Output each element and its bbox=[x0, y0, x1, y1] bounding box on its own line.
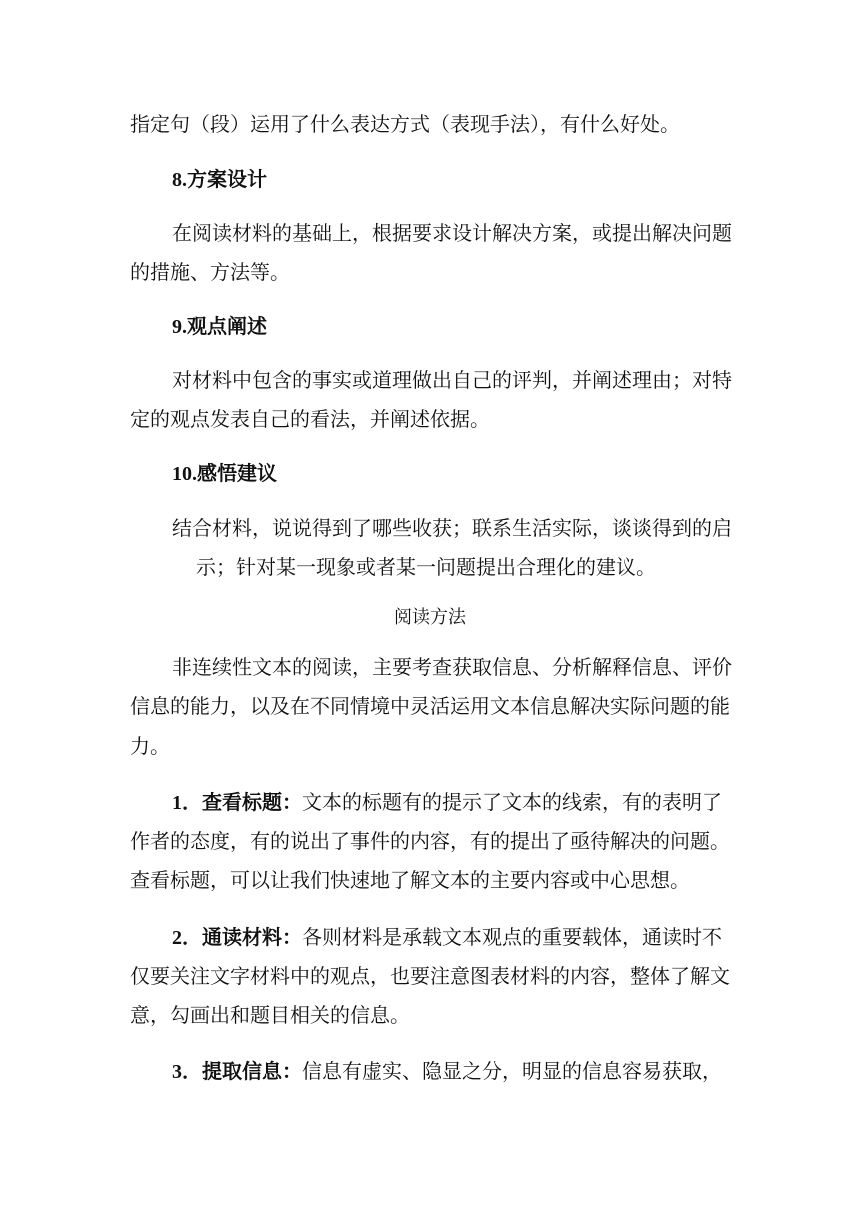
method-number: 1． bbox=[172, 792, 202, 814]
text-line: 仅要关注文字材料中的观点，也要注意图表材料的内容，整体了解文 bbox=[130, 964, 730, 988]
method-label: 查看标题： bbox=[202, 790, 302, 814]
text-line: 定的观点发表自己的看法，并阐述依据。 bbox=[130, 407, 490, 431]
heading-8 bbox=[172, 167, 267, 192]
method-text: 各则材料是承载文本观点的重要载体，通读时不 bbox=[302, 925, 722, 949]
text-line: 示；针对某一现象或者某一问题提出合理化的建议。 bbox=[196, 555, 656, 579]
heading-text: 感悟建议 bbox=[197, 461, 277, 485]
method-text: 信息有虚实、隐显之分，明显的信息容易获取， bbox=[302, 1059, 722, 1083]
text-line: 在阅读材料的基础上，根据要求设计解决方案，或提出解决问题 bbox=[172, 221, 732, 245]
text-line: 力。 bbox=[130, 734, 170, 758]
method-text: 文本的标题有的提示了文本的线索，有的表明了 bbox=[302, 790, 722, 814]
heading-number: 9. bbox=[172, 316, 187, 338]
method-1-line bbox=[172, 790, 722, 815]
text-line: 指定句（段）运用了什么表达方式（表现手法），有什么好处。 bbox=[130, 112, 680, 136]
text-line: 非连续性文本的阅读，主要考查获取信息、分析解释信息、评价 bbox=[172, 655, 732, 679]
section-title: 阅读方法 bbox=[394, 607, 466, 628]
method-number: 3． bbox=[172, 1061, 202, 1083]
method-3-line bbox=[172, 1059, 722, 1084]
heading-10 bbox=[172, 461, 277, 486]
heading-text: 观点阐述 bbox=[187, 314, 267, 338]
text-line: 结合材料，说说得到了哪些收获；联系生活实际，谈谈得到的启 bbox=[172, 516, 732, 540]
text-line: 意，勾画出和题目相关的信息。 bbox=[130, 1003, 410, 1027]
heading-9 bbox=[172, 314, 267, 339]
method-2-line bbox=[172, 925, 722, 950]
text-line: 作者的态度，有的说出了事件的内容，有的提出了亟待解决的问题。 bbox=[130, 829, 730, 853]
text-line: 的措施、方法等。 bbox=[130, 260, 290, 284]
method-label: 通读材料： bbox=[202, 925, 302, 949]
method-label: 提取信息： bbox=[202, 1059, 302, 1083]
heading-number: 10. bbox=[172, 463, 197, 485]
text-line: 查看标题，可以让我们快速地了解文本的主要内容或中心思想。 bbox=[130, 868, 690, 892]
heading-text: 方案设计 bbox=[187, 167, 267, 191]
heading-number: 8. bbox=[172, 169, 187, 191]
text-line: 对材料中包含的事实或道理做出自己的评判，并阐述理由；对特 bbox=[172, 368, 732, 392]
text-line: 信息的能力，以及在不同情境中灵活运用文本信息解决实际问题的能 bbox=[130, 694, 730, 718]
method-number: 2． bbox=[172, 927, 202, 949]
